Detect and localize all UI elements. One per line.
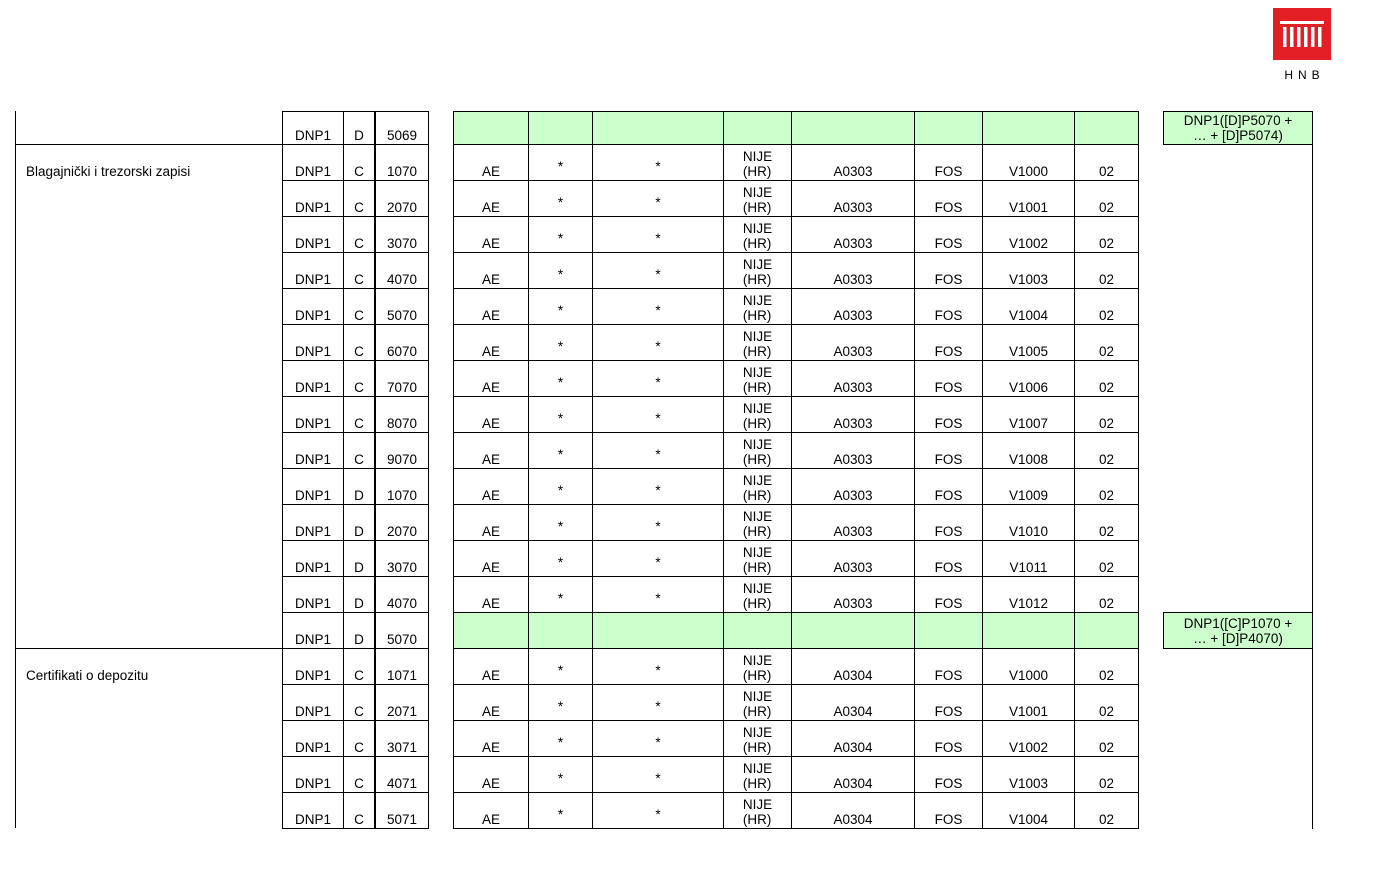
value-cell: AE: [453, 504, 529, 541]
value-cell: A0304: [791, 792, 915, 829]
value-cell: V1008: [982, 432, 1075, 469]
type-cell: C: [343, 180, 375, 217]
value-cell: *: [528, 432, 593, 469]
value-cell: *: [528, 396, 593, 433]
value-cell: 02: [1074, 504, 1139, 541]
group-label: Certifikati o depozitu: [15, 648, 282, 828]
type-cell: D: [343, 612, 375, 649]
value-cell: V1011: [982, 540, 1075, 577]
value-cell: AE: [453, 720, 529, 757]
number-cell: 3070: [375, 540, 429, 577]
number-cell: 5070: [375, 288, 429, 325]
value-cell: A0303: [791, 396, 915, 433]
value-cell: FOS: [914, 396, 983, 433]
code-cell: DNP1: [282, 144, 344, 181]
value-cell: *: [528, 180, 593, 217]
value-cell: *: [592, 288, 724, 325]
code-cell: DNP1: [282, 504, 344, 541]
type-cell: C: [343, 792, 375, 829]
value-cell: *: [592, 432, 724, 469]
value-cell: *: [528, 360, 593, 397]
type-cell: C: [343, 252, 375, 289]
value-cell: *: [592, 648, 724, 685]
value-cell: V1004: [982, 288, 1075, 325]
value-cell: AE: [453, 648, 529, 685]
subtotal-cell: [528, 111, 593, 145]
value-cell: V1006: [982, 360, 1075, 397]
value-cell: AE: [453, 432, 529, 469]
value-cell: 02: [1074, 756, 1139, 793]
type-cell: C: [343, 684, 375, 721]
subtotal-cell: [592, 111, 724, 145]
value-cell: V1003: [982, 252, 1075, 289]
value-cell: V1005: [982, 324, 1075, 361]
value-cell: V1000: [982, 648, 1075, 685]
number-cell: 6070: [375, 324, 429, 361]
subtotal-cell: [592, 612, 724, 649]
table-right-border: [1312, 111, 1313, 829]
value-cell: A0303: [791, 468, 915, 505]
country-text: NIJE (HR): [742, 545, 773, 575]
value-cell: [723, 288, 792, 325]
value-cell: 02: [1074, 360, 1139, 397]
country-text: NIJE (HR): [742, 293, 773, 323]
value-cell: *: [592, 756, 724, 793]
value-cell: FOS: [914, 540, 983, 577]
value-cell: 02: [1074, 576, 1139, 613]
country-text: NIJE (HR): [742, 221, 773, 251]
value-cell: FOS: [914, 648, 983, 685]
value-cell: *: [528, 684, 593, 721]
value-cell: AE: [453, 324, 529, 361]
value-cell: [723, 504, 792, 541]
number-cell: 1070: [375, 144, 429, 181]
value-cell: 02: [1074, 720, 1139, 757]
value-cell: FOS: [914, 684, 983, 721]
value-cell: [723, 468, 792, 505]
value-cell: V1002: [982, 216, 1075, 253]
value-cell: V1010: [982, 504, 1075, 541]
value-cell: FOS: [914, 360, 983, 397]
value-cell: [723, 360, 792, 397]
value-cell: A0303: [791, 252, 915, 289]
value-cell: *: [592, 180, 724, 217]
number-cell: 8070: [375, 396, 429, 433]
value-cell: FOS: [914, 144, 983, 181]
value-cell: *: [528, 792, 593, 829]
code-cell: DNP1: [282, 252, 344, 289]
value-cell: *: [528, 504, 593, 541]
type-cell: D: [343, 504, 375, 541]
country-text: NIJE (HR): [742, 473, 773, 503]
code-cell: DNP1: [282, 111, 344, 145]
formula-line: DNP1([D]P5070 +: [1183, 113, 1293, 128]
type-cell: C: [343, 720, 375, 757]
logo-caption: HNB: [1284, 68, 1325, 82]
value-cell: FOS: [914, 576, 983, 613]
value-cell: *: [528, 576, 593, 613]
value-cell: [723, 180, 792, 217]
value-cell: FOS: [914, 720, 983, 757]
value-cell: *: [528, 324, 593, 361]
number-cell: 9070: [375, 432, 429, 469]
group-label: [15, 111, 282, 144]
country-text: NIJE (HR): [742, 653, 773, 683]
number-cell: 5071: [375, 792, 429, 829]
value-cell: AE: [453, 252, 529, 289]
number-cell: 2071: [375, 684, 429, 721]
value-cell: *: [528, 756, 593, 793]
type-cell: C: [343, 756, 375, 793]
value-cell: [723, 432, 792, 469]
country-text: NIJE (HR): [742, 797, 773, 827]
value-cell: *: [592, 720, 724, 757]
value-cell: *: [528, 252, 593, 289]
value-cell: AE: [453, 756, 529, 793]
number-cell: 2070: [375, 180, 429, 217]
value-cell: [723, 144, 792, 181]
number-cell: 2070: [375, 504, 429, 541]
country-text: NIJE (HR): [742, 401, 773, 431]
country-text: NIJE (HR): [742, 509, 773, 539]
country-text: NIJE (HR): [742, 257, 773, 287]
value-cell: *: [592, 252, 724, 289]
value-cell: *: [528, 216, 593, 253]
value-cell: A0303: [791, 360, 915, 397]
subtotal-cell: [1074, 612, 1139, 649]
value-cell: V1007: [982, 396, 1075, 433]
number-cell: 1070: [375, 468, 429, 505]
type-cell: C: [343, 648, 375, 685]
value-cell: AE: [453, 576, 529, 613]
value-cell: A0303: [791, 576, 915, 613]
type-cell: C: [343, 324, 375, 361]
value-cell: 02: [1074, 144, 1139, 181]
value-cell: [723, 576, 792, 613]
value-cell: FOS: [914, 504, 983, 541]
value-cell: V1000: [982, 144, 1075, 181]
value-cell: FOS: [914, 252, 983, 289]
code-cell: DNP1: [282, 288, 344, 325]
type-cell: D: [343, 468, 375, 505]
code-cell: DNP1: [282, 576, 344, 613]
value-cell: 02: [1074, 648, 1139, 685]
formula-line: … + [D]P4070): [1193, 630, 1283, 646]
code-cell: DNP1: [282, 756, 344, 793]
value-cell: A0303: [791, 324, 915, 361]
value-cell: [723, 396, 792, 433]
country-text: NIJE (HR): [742, 185, 773, 215]
number-cell: 1071: [375, 648, 429, 685]
value-cell: *: [592, 360, 724, 397]
subtotal-cell: [982, 111, 1075, 145]
type-cell: D: [343, 111, 375, 145]
country-text: NIJE (HR): [742, 149, 773, 179]
value-cell: *: [528, 540, 593, 577]
value-cell: FOS: [914, 324, 983, 361]
value-cell: [723, 648, 792, 685]
value-cell: V1012: [982, 576, 1075, 613]
value-cell: *: [592, 576, 724, 613]
type-cell: C: [343, 216, 375, 253]
country-text: NIJE (HR): [742, 437, 773, 467]
value-cell: 02: [1074, 180, 1139, 217]
value-cell: *: [528, 288, 593, 325]
subtotal-cell: [453, 111, 529, 145]
code-cell: DNP1: [282, 216, 344, 253]
country-text: NIJE (HR): [742, 365, 773, 395]
code-cell: DNP1: [282, 612, 344, 649]
value-cell: A0304: [791, 756, 915, 793]
type-cell: C: [343, 144, 375, 181]
value-cell: V1001: [982, 180, 1075, 217]
value-cell: AE: [453, 180, 529, 217]
country-text: NIJE (HR): [742, 761, 773, 791]
subtotal-cell: [791, 612, 915, 649]
country-text: NIJE (HR): [742, 581, 773, 611]
value-cell: FOS: [914, 216, 983, 253]
number-cell: 7070: [375, 360, 429, 397]
value-cell: AE: [453, 360, 529, 397]
value-cell: A0303: [791, 288, 915, 325]
value-cell: 02: [1074, 432, 1139, 469]
type-cell: C: [343, 288, 375, 325]
value-cell: [723, 252, 792, 289]
subtotal-cell: [914, 111, 983, 145]
value-cell: V1003: [982, 756, 1075, 793]
value-cell: A0304: [791, 720, 915, 757]
value-cell: *: [592, 504, 724, 541]
type-cell: D: [343, 576, 375, 613]
value-cell: 02: [1074, 324, 1139, 361]
value-cell: *: [528, 648, 593, 685]
code-cell: DNP1: [282, 180, 344, 217]
subtotal-cell: [723, 612, 792, 649]
value-cell: [723, 216, 792, 253]
type-cell: C: [343, 360, 375, 397]
country-text: NIJE (HR): [742, 329, 773, 359]
value-cell: V1002: [982, 720, 1075, 757]
number-cell: 3070: [375, 216, 429, 253]
value-cell: A0304: [791, 648, 915, 685]
value-cell: *: [592, 144, 724, 181]
subtotal-cell: [982, 612, 1075, 649]
code-cell: DNP1: [282, 792, 344, 829]
value-cell: [723, 540, 792, 577]
number-cell: 5069: [375, 111, 429, 145]
subtotal-cell: [723, 111, 792, 145]
value-cell: 02: [1074, 216, 1139, 253]
value-cell: FOS: [914, 468, 983, 505]
value-cell: AE: [453, 144, 529, 181]
value-cell: [723, 756, 792, 793]
value-cell: FOS: [914, 432, 983, 469]
value-cell: AE: [453, 216, 529, 253]
value-cell: *: [592, 792, 724, 829]
subtotal-cell: [914, 612, 983, 649]
value-cell: *: [592, 216, 724, 253]
value-cell: [723, 684, 792, 721]
value-cell: 02: [1074, 540, 1139, 577]
code-cell: DNP1: [282, 468, 344, 505]
code-cell: DNP1: [282, 720, 344, 757]
value-cell: 02: [1074, 288, 1139, 325]
code-cell: DNP1: [282, 540, 344, 577]
code-cell: DNP1: [282, 432, 344, 469]
number-cell: 3071: [375, 720, 429, 757]
value-cell: AE: [453, 792, 529, 829]
value-cell: [723, 792, 792, 829]
value-cell: 02: [1074, 252, 1139, 289]
value-cell: AE: [453, 684, 529, 721]
value-cell: 02: [1074, 684, 1139, 721]
value-cell: A0303: [791, 504, 915, 541]
value-cell: *: [592, 396, 724, 433]
number-cell: 4071: [375, 756, 429, 793]
value-cell: *: [592, 468, 724, 505]
type-cell: C: [343, 396, 375, 433]
value-cell: A0303: [791, 180, 915, 217]
value-cell: AE: [453, 288, 529, 325]
subtotal-cell: [1074, 111, 1139, 145]
value-cell: A0303: [791, 432, 915, 469]
value-cell: FOS: [914, 792, 983, 829]
code-cell: DNP1: [282, 324, 344, 361]
value-cell: A0303: [791, 144, 915, 181]
type-cell: C: [343, 432, 375, 469]
value-cell: *: [592, 540, 724, 577]
subtotal-cell: [791, 111, 915, 145]
number-cell: 4070: [375, 576, 429, 613]
value-cell: FOS: [914, 180, 983, 217]
value-cell: A0303: [791, 540, 915, 577]
value-cell: *: [528, 720, 593, 757]
value-cell: A0304: [791, 684, 915, 721]
country-text: NIJE (HR): [742, 689, 773, 719]
subtotal-cell: [453, 612, 529, 649]
number-cell: 5070: [375, 612, 429, 649]
formula-cell: [1163, 111, 1313, 145]
value-cell: FOS: [914, 756, 983, 793]
code-cell: DNP1: [282, 648, 344, 685]
code-cell: DNP1: [282, 684, 344, 721]
value-cell: V1001: [982, 684, 1075, 721]
number-cell: 4070: [375, 252, 429, 289]
value-cell: AE: [453, 540, 529, 577]
formula-line: … + [D]P5074): [1193, 128, 1283, 143]
code-cell: DNP1: [282, 360, 344, 397]
value-cell: *: [528, 144, 593, 181]
value-cell: V1009: [982, 468, 1075, 505]
value-cell: *: [592, 684, 724, 721]
value-cell: 02: [1074, 468, 1139, 505]
group-label: Blagajnički i trezorski zapisi: [15, 144, 282, 648]
value-cell: [723, 324, 792, 361]
formula-cell: [1163, 612, 1313, 649]
value-cell: V1004: [982, 792, 1075, 829]
formula-line: DNP1([C]P1070 +: [1183, 615, 1293, 631]
code-cell: DNP1: [282, 396, 344, 433]
value-cell: A0303: [791, 216, 915, 253]
value-cell: FOS: [914, 288, 983, 325]
value-cell: AE: [453, 468, 529, 505]
value-cell: AE: [453, 396, 529, 433]
type-cell: D: [343, 540, 375, 577]
value-cell: 02: [1074, 792, 1139, 829]
country-text: NIJE (HR): [742, 725, 773, 755]
value-cell: *: [528, 468, 593, 505]
subtotal-cell: [528, 612, 593, 649]
value-cell: *: [592, 324, 724, 361]
value-cell: 02: [1074, 396, 1139, 433]
value-cell: [723, 720, 792, 757]
